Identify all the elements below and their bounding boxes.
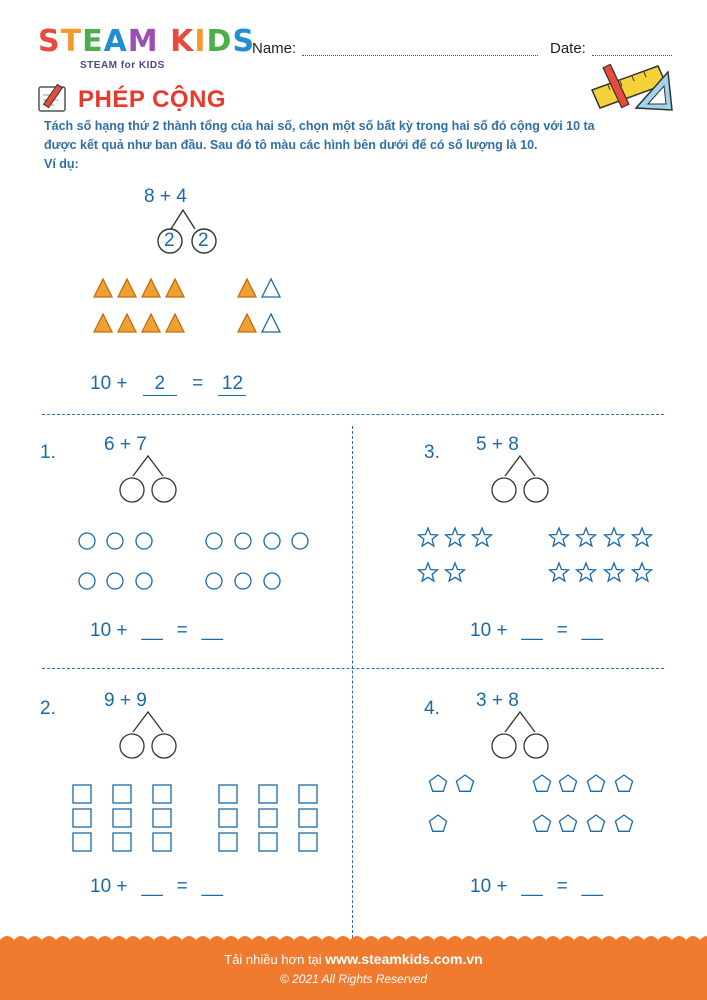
- circle-shape[interactable]: [206, 573, 222, 589]
- triangle-filled: [238, 314, 256, 332]
- exercise-4: [422, 684, 707, 914]
- pentagon-shape[interactable]: [533, 775, 550, 791]
- circle-shape[interactable]: [264, 533, 280, 549]
- steam-kids-logo: [38, 26, 255, 58]
- logo-letter: S: [232, 24, 256, 59]
- star-shape[interactable]: [633, 528, 652, 546]
- logo-letter: A: [103, 24, 128, 59]
- instructions: [44, 117, 644, 174]
- example-label: Ví dụ:: [44, 157, 79, 171]
- triangle-filled: [166, 314, 184, 332]
- star-shape[interactable]: [605, 563, 624, 581]
- equation-blank[interactable]: __: [521, 876, 543, 897]
- example-equation: [90, 373, 246, 396]
- triangle-empty: [262, 314, 280, 332]
- date-label: Date:: [550, 40, 586, 57]
- square-shape[interactable]: [219, 833, 237, 851]
- triangle-empty: [262, 279, 280, 297]
- ruler-pencil-icon: [588, 62, 678, 112]
- star-shape[interactable]: [577, 528, 596, 546]
- circle-shape[interactable]: [292, 533, 308, 549]
- triangle-filled: [142, 279, 160, 297]
- square-shape[interactable]: [153, 809, 171, 827]
- example-split-diagram: [150, 207, 230, 259]
- circle-shape[interactable]: [107, 533, 123, 549]
- footer-download: [0, 951, 707, 967]
- equation-result[interactable]: __: [581, 876, 603, 897]
- square-shape[interactable]: [259, 785, 277, 803]
- triangle-filled: [118, 314, 136, 332]
- footer-prefix: Tải nhiều hơn tại: [224, 952, 322, 967]
- square-shape[interactable]: [299, 785, 317, 803]
- divider-top: [42, 414, 664, 415]
- worksheet-pencil-icon: [36, 82, 72, 114]
- square-shape[interactable]: [259, 809, 277, 827]
- pentagon-shape[interactable]: [587, 815, 604, 831]
- triangle-filled: [94, 279, 112, 297]
- circle-shape[interactable]: [136, 533, 152, 549]
- circle-shape[interactable]: [107, 573, 123, 589]
- pentagon-shape[interactable]: [429, 775, 446, 791]
- logo-letter: D: [206, 24, 233, 59]
- exercise-equation: [90, 876, 223, 898]
- pentagon-shape[interactable]: [456, 775, 473, 791]
- square-shape[interactable]: [219, 809, 237, 827]
- pentagon-shape[interactable]: [559, 775, 576, 791]
- footer-wave-path: [0, 936, 707, 946]
- footer-bar: [0, 940, 707, 1000]
- exercise-equation: [470, 620, 603, 642]
- logo-letter: K: [170, 24, 195, 59]
- square-shape[interactable]: [113, 785, 131, 803]
- circle-shape[interactable]: [206, 533, 222, 549]
- star-shape[interactable]: [550, 563, 569, 581]
- star-shape[interactable]: [605, 528, 624, 546]
- exercise-number: 2.: [40, 698, 56, 719]
- logo-letter: I: [194, 24, 207, 59]
- star-shape[interactable]: [577, 563, 596, 581]
- footer-copyright: © 2021 All Rights Reserved: [279, 972, 428, 986]
- square-shape[interactable]: [73, 833, 91, 851]
- footer-site-link[interactable]: www.steamkids.com.vn: [325, 951, 483, 967]
- pentagon-shape[interactable]: [533, 815, 550, 831]
- pentagon-shape[interactable]: [615, 775, 632, 791]
- pentagon-shape[interactable]: [615, 815, 632, 831]
- shape-group: [38, 684, 338, 884]
- exercise-number: 3.: [424, 442, 440, 463]
- instruction-line-2: được kết quả như ban đầu. Sau đó tô màu các hình bên dưới để có số lượng là 10.: [44, 138, 538, 152]
- star-shape[interactable]: [446, 528, 465, 546]
- logo-letter: [159, 24, 170, 59]
- name-label: Name:: [252, 40, 297, 57]
- square-shape[interactable]: [153, 833, 171, 851]
- equation-equals: =: [556, 620, 568, 641]
- circle-shape[interactable]: [79, 533, 95, 549]
- exercise-expression: 6 + 7: [104, 434, 147, 455]
- equation-prefix: 10 +: [470, 620, 508, 641]
- logo-letter: E: [82, 24, 104, 59]
- date-field[interactable]: [592, 55, 672, 56]
- triangle-filled: [142, 314, 160, 332]
- exercise-expression: 5 + 8: [476, 434, 519, 455]
- square-shape[interactable]: [153, 785, 171, 803]
- equation-blank[interactable]: __: [141, 620, 163, 641]
- circle-shape[interactable]: [79, 573, 95, 589]
- example-triangles: [90, 276, 290, 336]
- shape-group: [422, 428, 707, 628]
- square-shape[interactable]: [299, 833, 317, 851]
- page-title: PHÉP CỘNG: [78, 86, 227, 113]
- equation-result[interactable]: __: [201, 876, 223, 897]
- example-expression: 8 + 4: [144, 186, 187, 207]
- equation-result[interactable]: __: [581, 620, 603, 641]
- instruction-line-1: Tách số hạng thứ 2 thành tổng của hai số, chọn một số bất kỳ trong hai số đó cộng với 10 ta: [44, 119, 595, 133]
- equation-equals: =: [176, 620, 188, 641]
- divider-middle: [42, 668, 664, 669]
- triangle-filled: [166, 279, 184, 297]
- square-shape[interactable]: [73, 785, 91, 803]
- square-shape[interactable]: [113, 833, 131, 851]
- triangle-filled: [238, 279, 256, 297]
- example-equation-blank: 2: [143, 373, 177, 396]
- equation-equals: =: [176, 876, 188, 897]
- circle-shape[interactable]: [235, 533, 251, 549]
- exercise-equation: [90, 620, 223, 642]
- pentagon-shape[interactable]: [559, 815, 576, 831]
- exercise-expression: 9 + 9: [104, 690, 147, 711]
- star-shape[interactable]: [419, 528, 438, 546]
- circle-shape[interactable]: [136, 573, 152, 589]
- equation-equals: =: [556, 876, 568, 897]
- exercise-1: [38, 428, 338, 658]
- example-equation-result: 12: [218, 373, 246, 396]
- square-shape[interactable]: [73, 809, 91, 827]
- triangle-filled: [118, 279, 136, 297]
- equation-result[interactable]: __: [201, 620, 223, 641]
- circle-shape[interactable]: [235, 573, 251, 589]
- pentagon-shape[interactable]: [429, 815, 446, 831]
- logo-letter: T: [60, 24, 83, 59]
- equation-prefix: 10 +: [470, 876, 508, 897]
- star-shape[interactable]: [473, 528, 492, 546]
- square-shape[interactable]: [113, 809, 131, 827]
- exercise-expression: 3 + 8: [476, 690, 519, 711]
- exercise-number: 4.: [424, 698, 440, 719]
- star-shape[interactable]: [633, 563, 652, 581]
- exercise-2: [38, 684, 338, 914]
- star-shape[interactable]: [419, 563, 438, 581]
- footer-wave: [0, 932, 707, 946]
- example-split-left: 2: [164, 230, 175, 251]
- exercise-3: [422, 428, 707, 658]
- shape-group: [38, 428, 338, 628]
- square-shape[interactable]: [299, 809, 317, 827]
- pentagon-shape[interactable]: [587, 775, 604, 791]
- divider-vertical: [352, 426, 353, 938]
- square-shape[interactable]: [259, 833, 277, 851]
- example-equation-equals: =: [192, 373, 204, 394]
- square-shape[interactable]: [219, 785, 237, 803]
- exercise-equation: [470, 876, 603, 898]
- logo-letter: S: [38, 24, 61, 59]
- example-equation-prefix: 10 +: [90, 373, 128, 394]
- star-shape[interactable]: [446, 563, 465, 581]
- exercise-number: 1.: [40, 442, 56, 463]
- equation-prefix: 10 +: [90, 876, 128, 897]
- star-shape[interactable]: [550, 528, 569, 546]
- shape-group: [422, 684, 707, 884]
- circle-shape[interactable]: [264, 573, 280, 589]
- equation-blank[interactable]: __: [521, 620, 543, 641]
- equation-prefix: 10 +: [90, 620, 128, 641]
- logo-letter: M: [127, 24, 159, 59]
- equation-blank[interactable]: __: [141, 876, 163, 897]
- triangle-filled: [94, 314, 112, 332]
- name-field[interactable]: [302, 55, 538, 56]
- logo-subtitle: STEAM for KIDS: [80, 60, 165, 71]
- example-split-right: 2: [198, 230, 209, 251]
